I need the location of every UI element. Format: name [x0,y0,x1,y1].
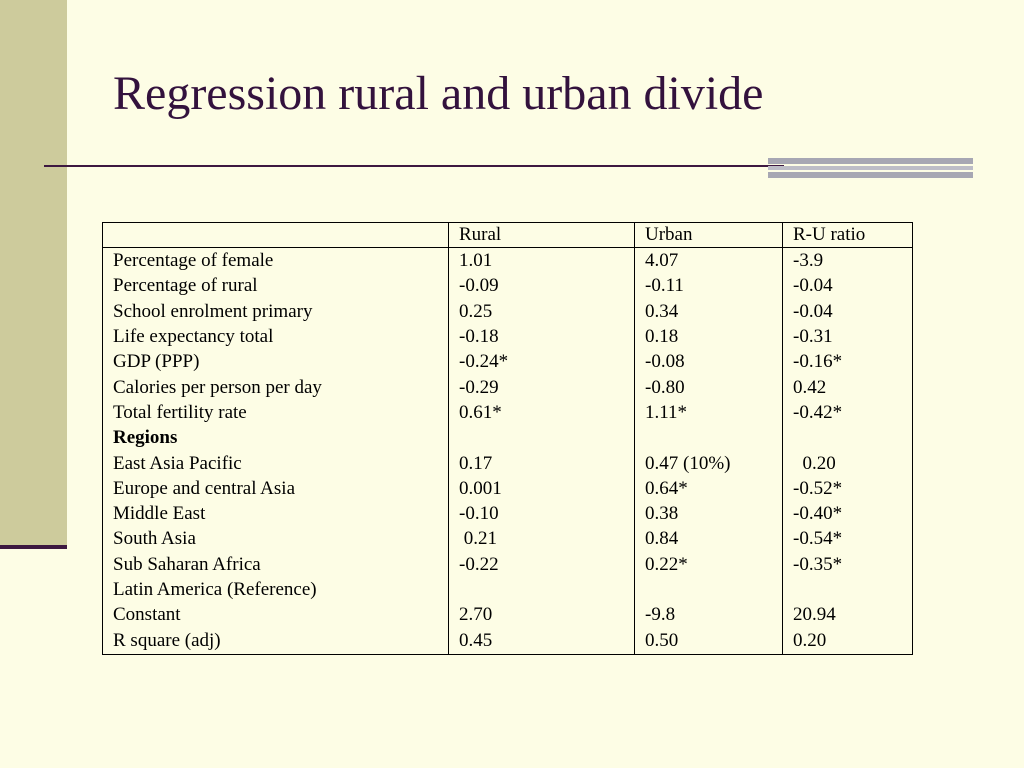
row-label: School enrolment primary [103,299,449,324]
table-row [103,526,913,551]
rural-value: 2.70 [449,602,635,627]
table-row [103,552,913,577]
table-row [103,324,913,349]
table-row [103,349,913,374]
side-decoration-bar [0,0,67,546]
row-label: Sub Saharan Africa [103,552,449,577]
urban-value: 0.50 [635,627,783,654]
urban-value: 0.47 (10%) [635,450,783,475]
ru-ratio-value: -0.35* [783,552,913,577]
urban-value: -0.80 [635,374,783,399]
table-row [103,299,913,324]
table-row [103,400,913,425]
row-label: South Asia [103,526,449,551]
title-divider [44,165,784,167]
urban-value: 0.22* [635,552,783,577]
ru-ratio-value: -0.54* [783,526,913,551]
table-row [103,273,913,298]
rural-value [449,577,635,602]
urban-value: 0.18 [635,324,783,349]
header-rural: Rural [449,223,635,248]
side-bar-rule [0,545,67,549]
urban-value: -0.08 [635,349,783,374]
row-label: R square (adj) [103,627,449,654]
rural-value: 0.25 [449,299,635,324]
slide-title: Regression rural and urban divide [113,67,764,120]
rural-value: -0.22 [449,552,635,577]
ru-ratio-value: 0.20 [783,450,913,475]
row-label: Constant [103,602,449,627]
row-label: East Asia Pacific [103,450,449,475]
row-label: Europe and central Asia [103,476,449,501]
accent-bar [768,158,973,180]
table-row [103,425,913,450]
table-row [103,450,913,475]
ru-ratio-value: -0.52* [783,476,913,501]
ru-ratio-value: -0.04 [783,299,913,324]
ru-ratio-value [783,577,913,602]
rural-value: -0.10 [449,501,635,526]
urban-value: 4.07 [635,248,783,274]
urban-value: 1.11* [635,400,783,425]
ru-ratio-value: 20.94 [783,602,913,627]
ru-ratio-value: -0.42* [783,400,913,425]
ru-ratio-value: -0.04 [783,273,913,298]
ru-ratio-value [783,425,913,450]
table-row [103,248,913,274]
rural-value: 0.21 [449,526,635,551]
rural-value: -0.24* [449,349,635,374]
urban-value [635,425,783,450]
rural-value: 0.001 [449,476,635,501]
table-row [103,501,913,526]
table-row [103,374,913,399]
ru-ratio-value: -0.40* [783,501,913,526]
row-label: Calories per person per day [103,374,449,399]
row-label: Percentage of rural [103,273,449,298]
rural-value [449,425,635,450]
ru-ratio-value: -0.16* [783,349,913,374]
rural-value: -0.09 [449,273,635,298]
urban-value: 0.84 [635,526,783,551]
table-row [103,476,913,501]
row-label: Middle East [103,501,449,526]
ru-ratio-value: 0.20 [783,627,913,654]
rural-value: 1.01 [449,248,635,274]
table-row [103,627,913,654]
urban-value: -0.11 [635,273,783,298]
row-label: GDP (PPP) [103,349,449,374]
urban-value: 0.34 [635,299,783,324]
ru-ratio-value: 0.42 [783,374,913,399]
table-body [103,248,913,655]
rural-value: 0.61* [449,400,635,425]
header-label [103,223,449,248]
row-label: Regions [103,425,449,450]
header-ru-ratio: R-U ratio [783,223,913,248]
ru-ratio-value: -0.31 [783,324,913,349]
rural-value: -0.29 [449,374,635,399]
row-label: Latin America (Reference) [103,577,449,602]
regression-table [102,222,913,655]
table-row [103,602,913,627]
ru-ratio-value: -3.9 [783,248,913,274]
urban-value [635,577,783,602]
row-label: Percentage of female [103,248,449,274]
table-row [103,577,913,602]
urban-value: 0.64* [635,476,783,501]
rural-value: 0.45 [449,627,635,654]
urban-value: 0.38 [635,501,783,526]
rural-value: 0.17 [449,450,635,475]
rural-value: -0.18 [449,324,635,349]
table-header-row [103,223,913,248]
urban-value: -9.8 [635,602,783,627]
row-label: Total fertility rate [103,400,449,425]
header-urban: Urban [635,223,783,248]
row-label: Life expectancy total [103,324,449,349]
